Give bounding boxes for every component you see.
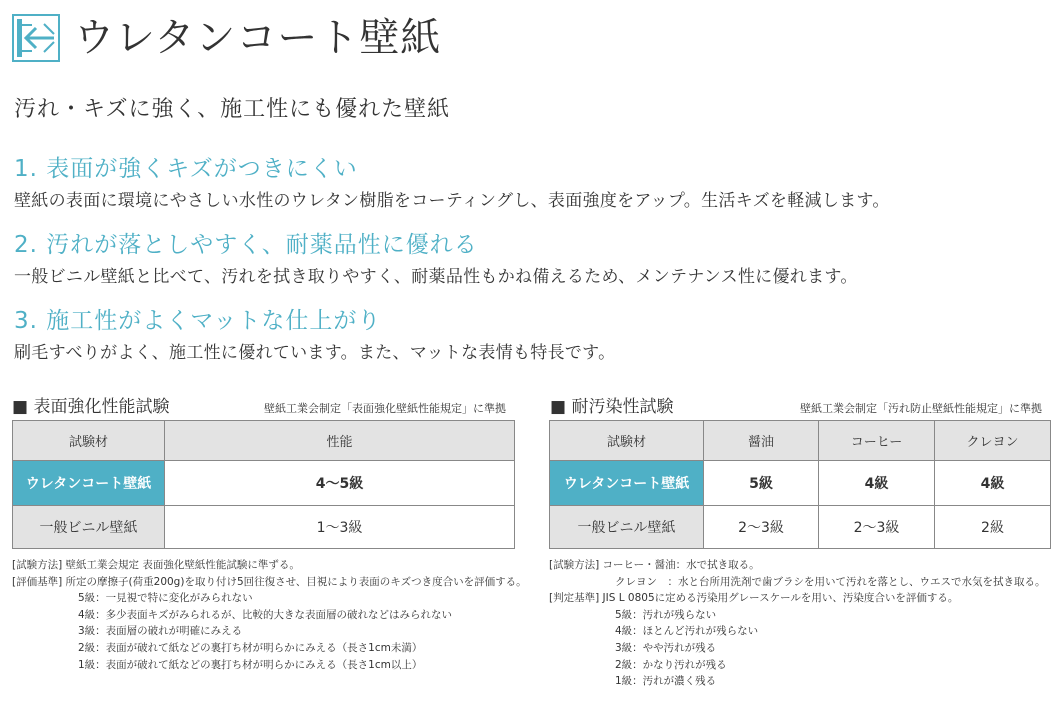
column-header: 性能 (165, 421, 515, 461)
criteria-text: 所定の摩擦子(荷重200g)を取り付け5回往復させ、目視により表面のキズつき度合いを評価する。 (65, 575, 527, 588)
row-label: ウレタンコート壁紙 (13, 461, 165, 506)
feature-heading-2: 2. 汚れが落としやすく、耐薬品性に優れる (14, 232, 478, 258)
table-cell: 2～3級 (704, 506, 819, 549)
grade-item: 1級：表面が破れて紙などの裏打ち材が明らかにみえる（長さ1cm以上） (78, 658, 423, 671)
row-label: ウレタンコート壁紙 (550, 461, 704, 506)
table-cell: 2～3級 (819, 506, 935, 549)
feature-heading-1: 1. 表面が強くキズがつきにくい (14, 156, 358, 182)
tagline: 汚れ・キズに強く、施工性にも優れた壁紙 (14, 97, 451, 122)
table-cell: 1～3級 (165, 506, 515, 549)
table-cell: 4～5級 (165, 461, 515, 506)
table-header-row (550, 421, 1051, 461)
strength-test-table (12, 420, 515, 549)
arrow-into-wall-icon (14, 16, 58, 60)
grade-item: 5級：汚れが残らない (615, 608, 717, 621)
table-row (13, 461, 515, 506)
table-row (550, 506, 1051, 549)
stain-test-heading: ■ 耐汚染性試験 (550, 397, 674, 417)
strength-test-heading: ■ 表面強化性能試験 (12, 397, 170, 417)
table-cell: 2級 (935, 506, 1051, 549)
stain-test-notes (549, 557, 1046, 690)
table-row (550, 461, 1051, 506)
stain-test-note: 壁紙工業会制定「汚れ防止壁紙性能規定」に準拠 (800, 402, 1042, 415)
feature-text-3: 刷毛すべりがよく、施工性に優れています。また、マットな表情も特長です。 (14, 343, 616, 363)
method-text: コーヒー・醤油：水で拭き取る。 (602, 559, 760, 571)
row-label: 一般ビニル壁紙 (13, 506, 165, 549)
grade-item: 4級：ほとんど汚れが残らない (615, 625, 759, 638)
grade-item: 5級：一見視で特に変化がみられない (78, 592, 253, 605)
grade-item: 4級：多少表面キズがみられるが、比較的大きな表面層の破れなどはみられない (78, 608, 452, 621)
column-header: 醤油 (704, 421, 819, 461)
table-row (13, 506, 515, 549)
grade-item: 3級：表面層の破れが明確にみえる (78, 625, 243, 638)
method-tag: [試験方法] (12, 559, 63, 571)
brand-logo-icon (12, 14, 60, 62)
row-label: 一般ビニル壁紙 (550, 506, 704, 549)
method-tag: [試験方法] (549, 559, 600, 571)
stain-test-table (549, 420, 1051, 549)
column-header: 試験材 (13, 421, 165, 461)
criteria-tag: [判定基準] (549, 592, 600, 605)
feature-text-2: 一般ビニル壁紙と比べて、汚れを拭き取りやすく、耐薬品性もかね備えるため、メンテナンス性に優れます。 (14, 267, 858, 287)
table-header-row (13, 421, 515, 461)
feature-heading-3: 3. 施工性がよくマットな仕上がり (14, 308, 382, 334)
column-header: クレヨン (935, 421, 1051, 461)
strength-test-note: 壁紙工業会制定「表面強化壁紙性能規定」に準拠 (264, 402, 506, 415)
grade-item: 1級：汚れが濃く残る (615, 675, 717, 688)
table-cell: 5級 (704, 461, 819, 506)
feature-text-1: 壁紙の表面に環境にやさしい水性のウレタン樹脂をコーティングし、表面強度をアップ。生活キズを軽減します。 (14, 191, 890, 211)
criteria-text: JIS L 0805に定める汚染用グレースケールを用い、汚染度合いを評価する。 (602, 592, 959, 605)
grade-item: 3級：やや汚れが残る (615, 641, 717, 654)
page-title: ウレタンコート壁紙 (74, 15, 442, 61)
strength-test-notes (12, 557, 527, 673)
grade-item: 2級：表面が破れて紙などの裏打ち材が明らかにみえる（長さ1cm未満） (78, 641, 423, 654)
column-header: コーヒー (819, 421, 935, 461)
method-text: 壁紙工業会規定 表面強化壁紙性能試験に準ずる。 (65, 559, 300, 571)
column-header: 試験材 (550, 421, 704, 461)
table-cell: 4級 (819, 461, 935, 506)
grade-item: 2級：かなり汚れが残る (615, 658, 727, 671)
table-cell: 4級 (935, 461, 1051, 506)
criteria-tag: [評価基準] (12, 575, 63, 588)
method-text: クレヨン ：水と台所用洗剤で歯ブラシを用いて汚れを落とし、ウエスで水気を拭き取る。 (615, 575, 1046, 588)
